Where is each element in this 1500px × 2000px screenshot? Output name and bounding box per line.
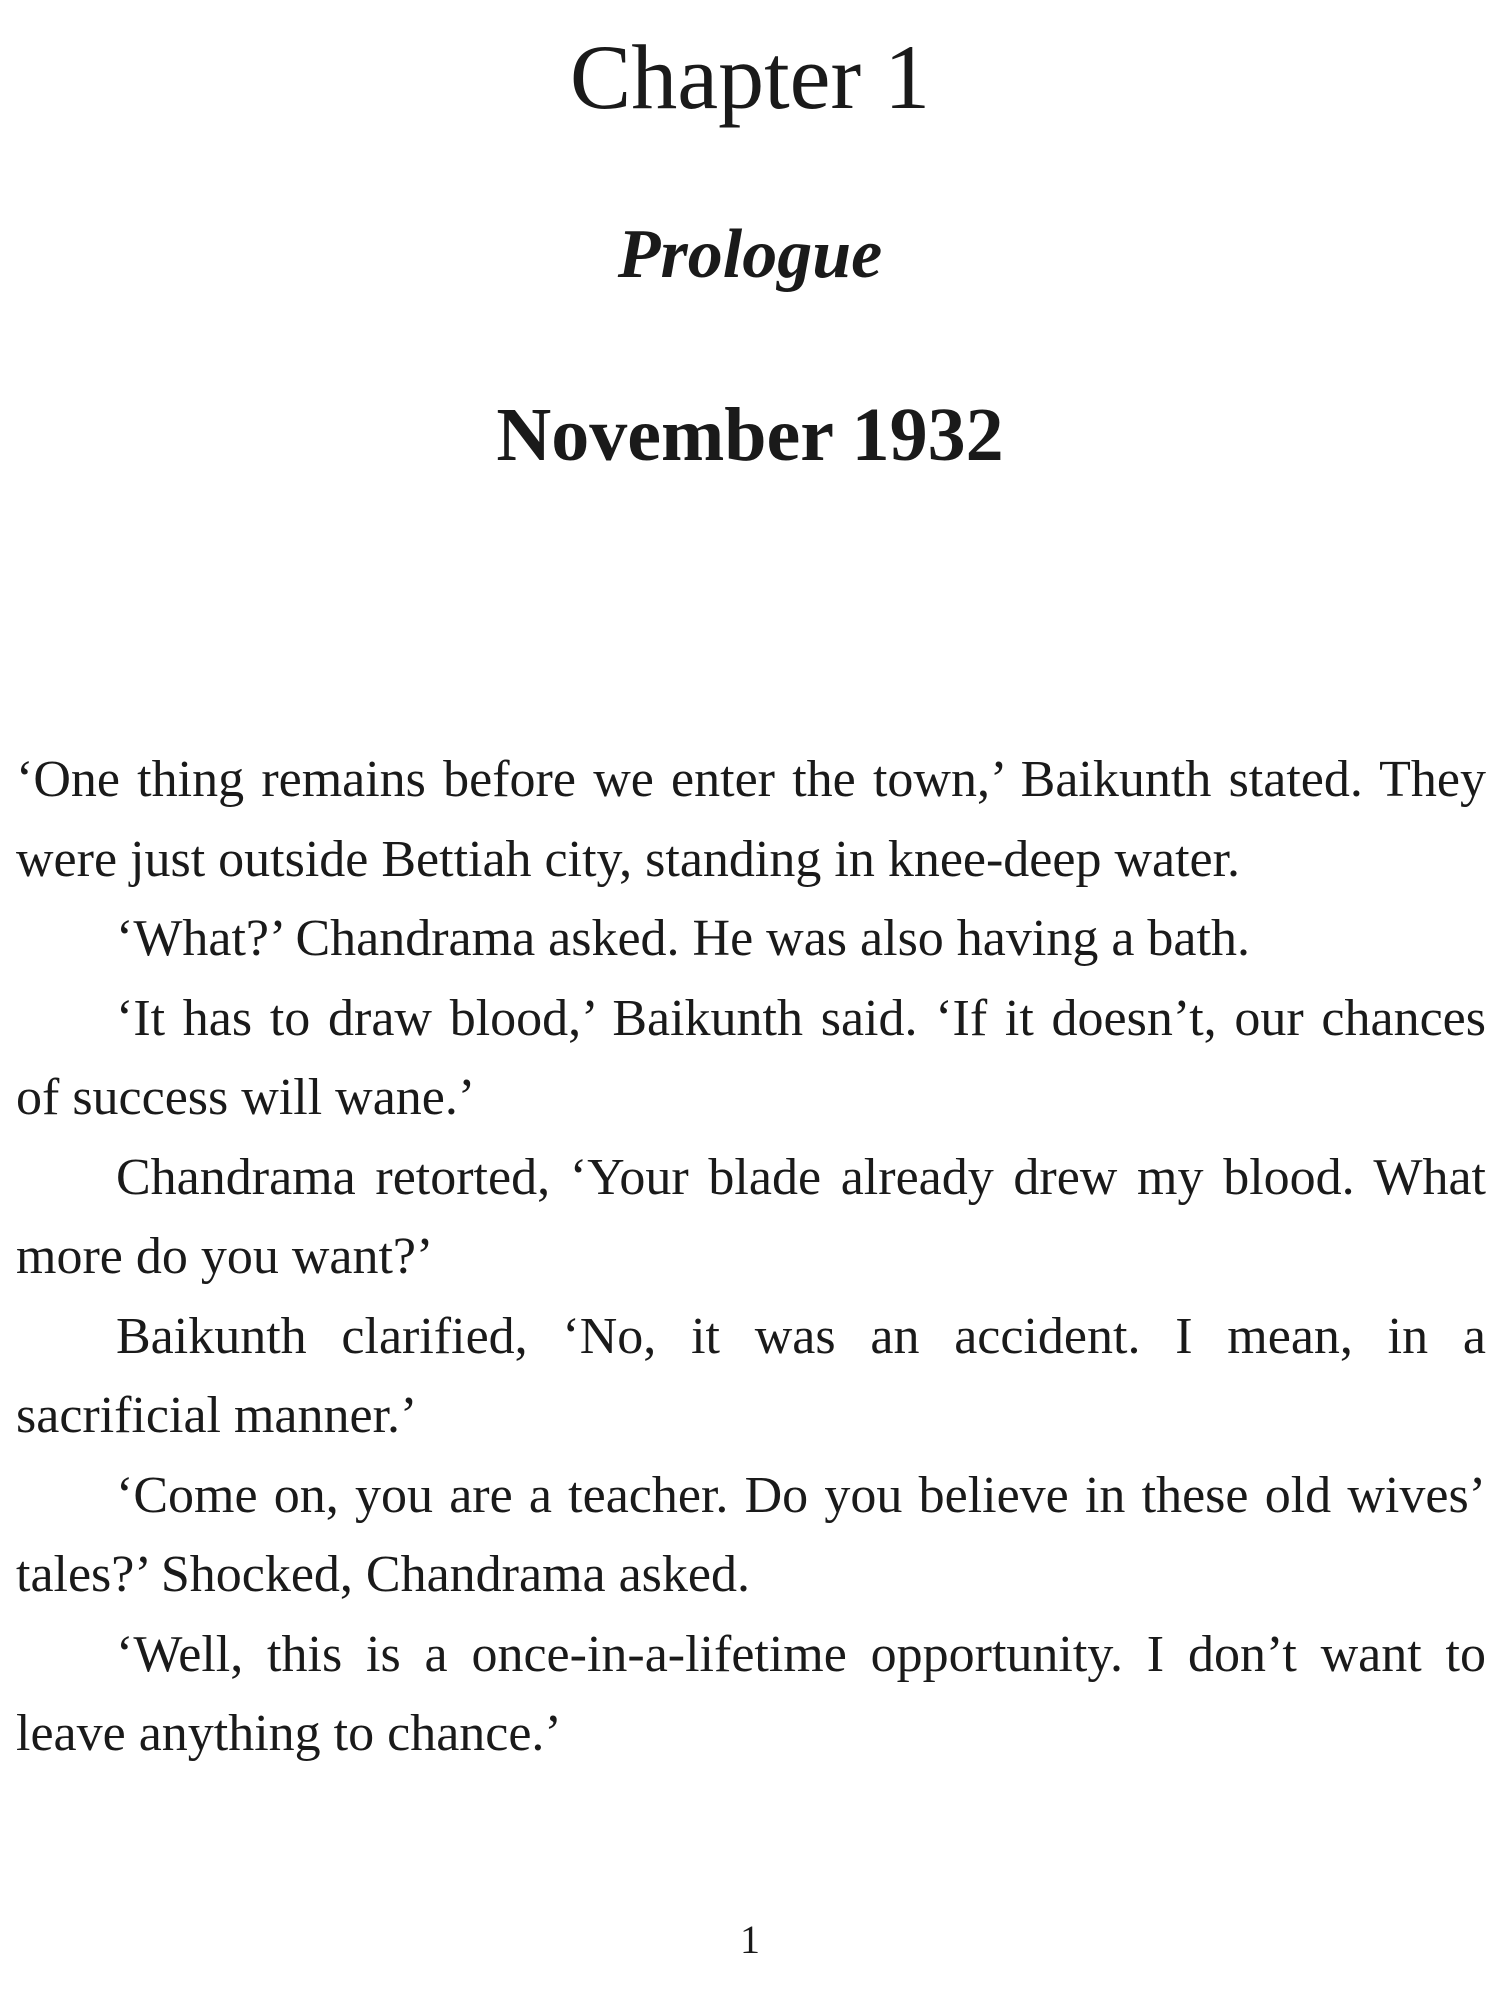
date-heading: November 1932 [496, 393, 1004, 477]
paragraph: Baikunth clarified, ‘No, it was an accident. I mean, in a sacrificial manner.’ [16, 1307, 1486, 1444]
chapter-title: Chapter 1 [569, 26, 931, 128]
paragraph: ‘It has to draw blood,’ Baikunth said. ‘If it doesn’t, our chances of success will wane.’ [16, 989, 1486, 1126]
paragraph: ‘One thing remains before we enter the town,’ Baikunth stated. They were just outside Bettiah city, standing in knee-deep water. [16, 751, 1486, 888]
paragraph: ‘What?’ Chandrama asked. He was also having a bath. [116, 910, 1250, 967]
body-text [16, 740, 1486, 1774]
paragraph: ‘Come on, you are a teacher. Do you believe in these old wives’ tales?’ Shocked, Chandrama asked. [16, 1466, 1486, 1603]
paragraph: Chandrama retorted, ‘Your blade already drew my blood. What more do you want?’ [16, 1148, 1486, 1285]
paragraph: ‘Well, this is a once-in-a-lifetime opportunity. I don’t want to leave anything to chance.’ [16, 1625, 1486, 1762]
chapter-subtitle: Prologue [617, 216, 883, 293]
page-number: 1 [740, 1917, 760, 1962]
